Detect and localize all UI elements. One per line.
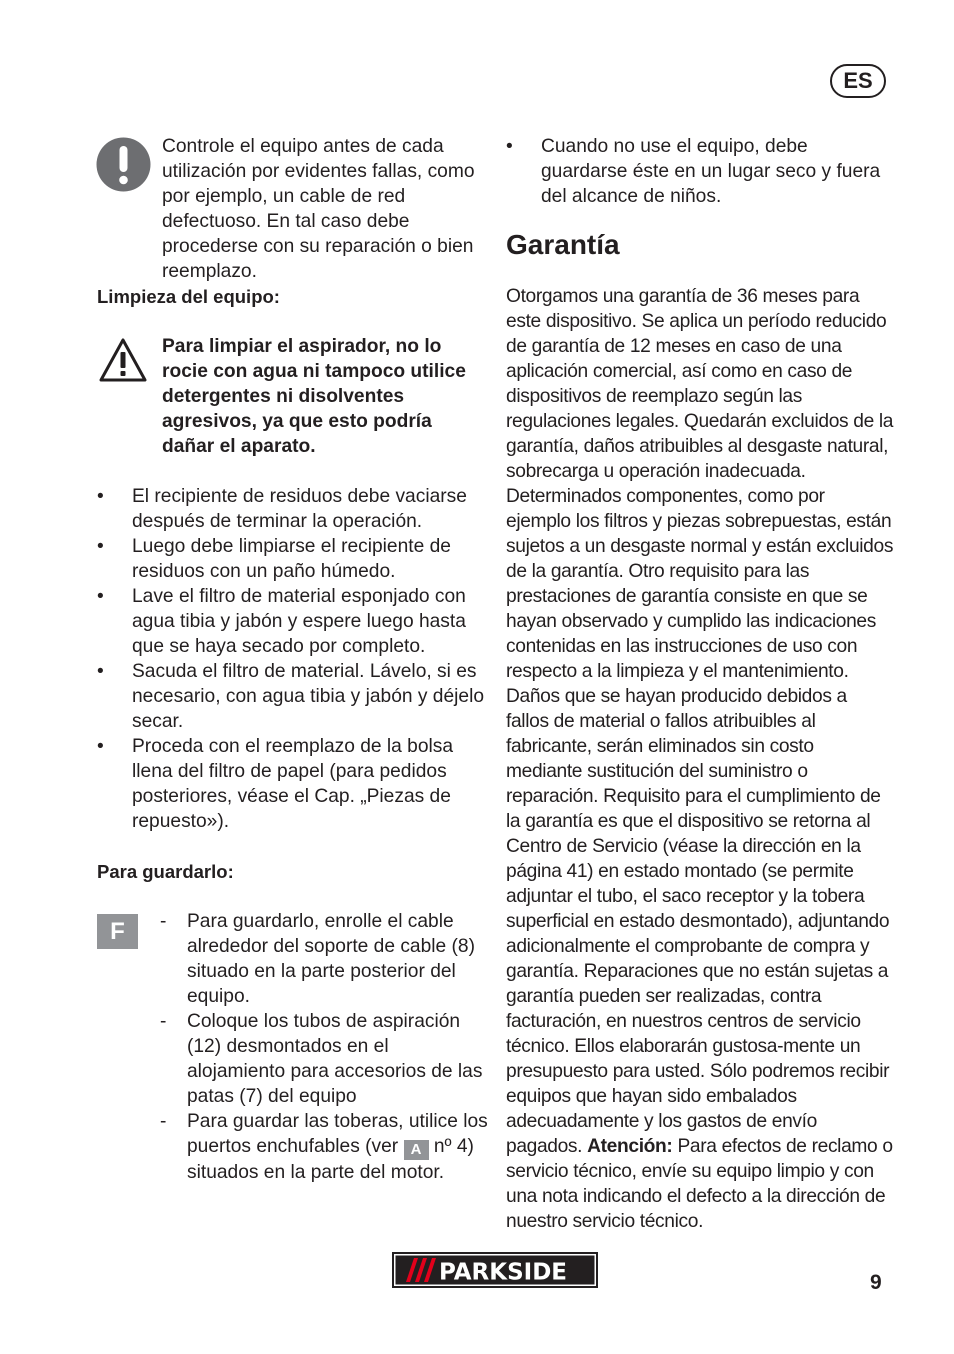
warning-triangle-icon: [98, 337, 148, 383]
list-item-text: Luego debe limpiarse el recipiente de residuos con un paño húmedo.: [132, 536, 451, 582]
bullet-marker: •: [97, 486, 104, 507]
list-item-text: Coloque los tubos de aspiración (12) desmontados en el alojamiento para accesorios de las patas (7) del equipo: [187, 1011, 483, 1107]
bullet-marker: •: [506, 136, 513, 157]
page-number: 9: [870, 1271, 882, 1294]
dash-marker: -: [160, 1011, 167, 1032]
attention-label: Atención:: [587, 1136, 673, 1157]
list-item: [97, 534, 487, 584]
figure-f-label: F: [97, 914, 138, 949]
parkside-logo: [392, 1252, 598, 1288]
list-item: [160, 1009, 490, 1109]
list-item: [160, 909, 490, 1009]
list-item-text: Proceda con el reemplazo de la bolsa llena del filtro de papel (para pedidos posteriores, véase el Cap. „Piezas de repuesto»).: [132, 736, 454, 832]
bullet-marker: •: [97, 586, 104, 607]
list-item: [97, 659, 487, 734]
dash-marker: -: [160, 911, 167, 932]
figure-a-label: A: [404, 1140, 429, 1160]
list-item: [506, 134, 896, 209]
check-equipment-paragraph: Controle el equipo antes de cada utilización por evidentes fallas, como por ejemplo, un cable de red defectuoso. En tal caso debe procederse con su reparación o bien reemplazo.: [162, 136, 475, 282]
cleaning-warning-text: Para limpiar el aspirador, no lo rocie con agua ni tampoco utilice detergentes ni disolventes agresivos, ya que esto podría dañar el aparato.: [162, 336, 466, 457]
list-item-text: Sacuda el filtro de material. Lávelo, si es necesario, con agua tibia y jabón y déjelo secar.: [132, 661, 485, 732]
list-item: [97, 484, 487, 534]
list-item: [160, 1109, 490, 1185]
exclamation-icon: [96, 137, 151, 192]
cleaning-heading: Limpieza del equipo:: [97, 286, 280, 307]
bullet-marker: •: [97, 536, 104, 557]
bullet-marker: •: [97, 736, 104, 757]
dash-marker: -: [160, 1111, 167, 1132]
storage-heading: Para guardarlo:: [97, 861, 234, 882]
bullet-marker: •: [97, 661, 104, 682]
list-item-text: Para guardar las toberas, utilice los puertos enchufables (ver: [187, 1111, 488, 1157]
language-badge: ES: [830, 64, 886, 98]
cleaning-list: [97, 484, 487, 834]
list-item: [97, 734, 487, 834]
storage-bullet-list: [506, 134, 896, 209]
attention-text: Para efectos de reclamo o servicio técnico, envíe su equipo limpio y con una nota indicando el defecto a la dirección de nuestro servicio técnico.: [506, 1136, 893, 1232]
warranty-title: Garantía: [506, 229, 620, 260]
list-item-text: Para guardarlo, enrolle el cable alrededor del soporte de cable (8) situado en la parte posterior del equipo.: [187, 911, 475, 1007]
storage-list: [160, 909, 490, 1185]
list-item-text: Cuando no use el equipo, debe guardarse éste en un lugar seco y fuera del alcance de niños.: [541, 136, 881, 207]
warranty-text: Otorgamos una garantía de 36 meses para este dispositivo. Se aplica un período reducido de garantía de 12 meses en caso de una aplicación comercial, así como en caso de dispositivos de reemplazo según las regulaciones legales. Quedarán excluidos de la garantía, daños atribuibles al desgaste natural, sobrecarga u operación inadecuada. Determinados componentes, como por ejemplo los filtros y piezas sobrepuestas, están sujetos a un desgaste normal y están excluidos de la garantía. Otro requisito para las prestaciones de garantía consiste en que se hayan observado y cumplido las indicaciones contenidas en las instrucciones de uso con respecto a la limpieza y el mantenimiento. Daños que se hayan producido debidos a fallos de material o fallos atribuibles al fabricante, serán eliminados sin costo mediante sustitución del suministro o reparación. Requisito para el cumplimiento de la garantía es que el dispositivo se retorna al Centro de Servicio (véase la dirección en la página 41) en estado montado (se permite adjuntar el tubo, el saco receptor y la tobera superficial en estado desmontado), adjuntando adicionalmente el comprobante de compra y garantía. Reparaciones que no están sujetas a garantía pueden ser realizadas, contra facturación, en nuestros centros de servicio técnico. Ellos elaborarán gustosa-mente un presupuesto para usted. Sólo podremos recibir equipos que hayan sido embalados adecuadamente y los gastos de envío pagados.: [506, 286, 894, 1157]
logo-text: PARKSIDE: [439, 1259, 568, 1286]
list-item: [97, 584, 487, 659]
list-item-text: El recipiente de residuos debe vaciarse después de terminar la operación.: [132, 486, 467, 532]
warranty-body: [506, 284, 894, 1234]
list-item-text: nº 4) situados en la parte del motor.: [187, 1136, 474, 1183]
list-item-text: Lave el filtro de material esponjado con agua tibia y jabón y espere luego hasta que se haya secado por completo.: [132, 586, 466, 657]
